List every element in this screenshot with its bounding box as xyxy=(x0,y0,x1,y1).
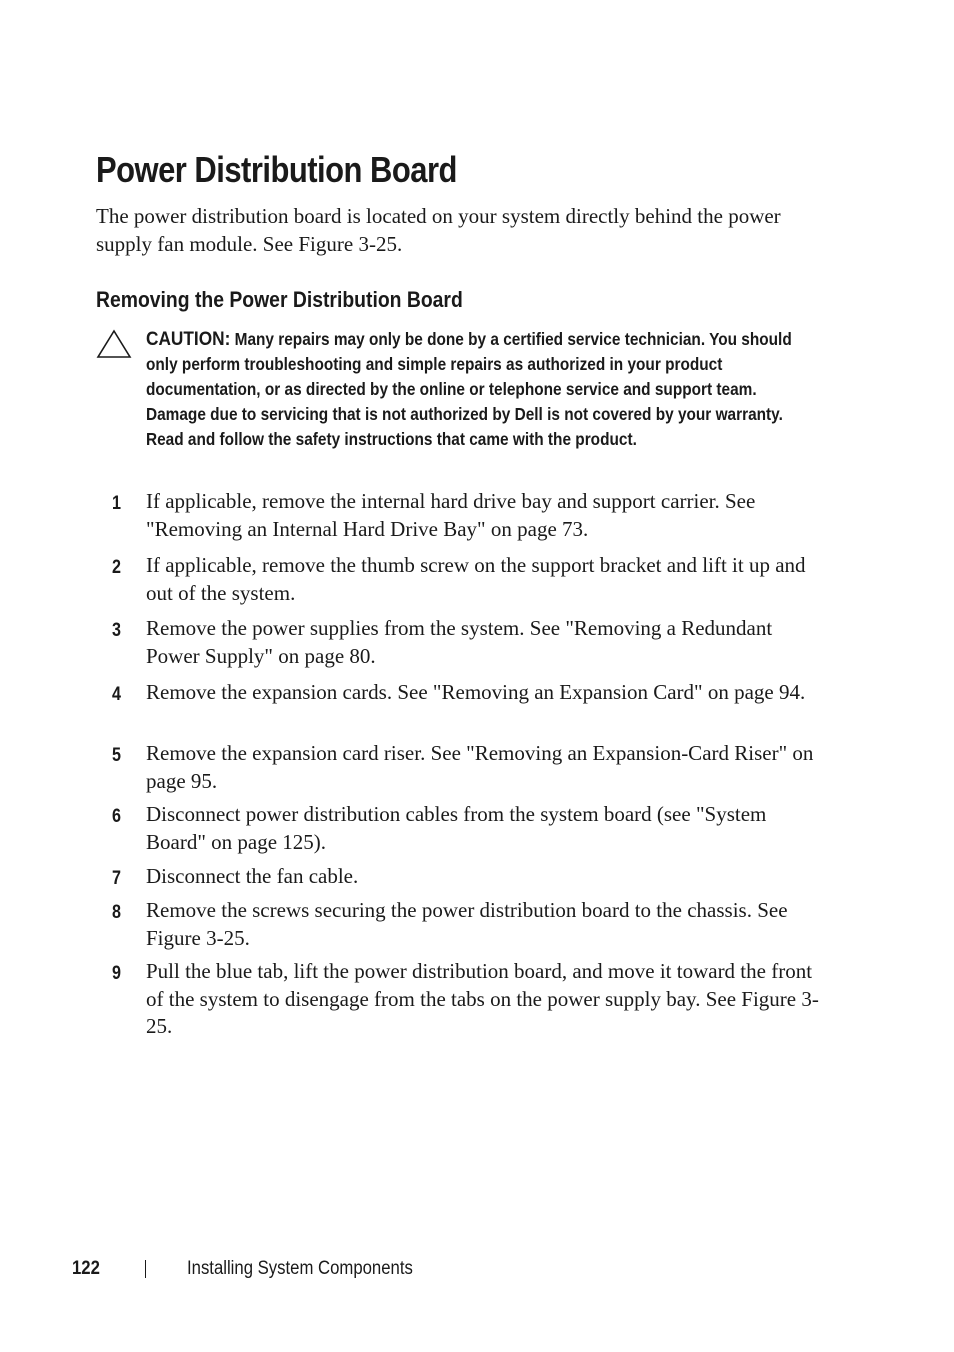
step-text: Disconnect the fan cable. xyxy=(146,864,359,888)
step-text: Pull the blue tab, lift the power distribution board, and move it toward the front of the system to disengage from the tabs on the power supply bay. See Figure 3-25. xyxy=(146,959,819,1038)
step-text: Disconnect power distribution cables from the system board (see "System Board" on page 125). xyxy=(146,802,767,854)
step-number: 7 xyxy=(112,868,121,889)
caution-label: CAUTION: xyxy=(146,328,231,350)
step-number: 6 xyxy=(112,806,121,827)
step-text: Remove the expansion cards. See "Removing an Expansion Card" on page 94. xyxy=(146,680,806,704)
footer-chapter-title: Installing System Components xyxy=(187,1258,413,1279)
intro-paragraph: The power distribution board is located on your system directly behind the power supply fan module. See Figure 3-25. xyxy=(96,204,781,256)
page-number: 122 xyxy=(72,1258,100,1279)
step-text: If applicable, remove the internal hard drive bay and support carrier. See "Removing an Internal Hard Drive Bay" on page 73. xyxy=(146,489,756,541)
step-number: 1 xyxy=(112,493,121,514)
footer-divider xyxy=(145,1260,146,1278)
step-text: Remove the expansion card riser. See "Removing an Expansion-Card Riser" on page 95. xyxy=(146,741,814,793)
step-number: 5 xyxy=(112,745,121,766)
step-number: 8 xyxy=(112,902,121,923)
step-number: 4 xyxy=(112,684,121,705)
caution-notice xyxy=(146,327,819,452)
caution-triangle-icon xyxy=(96,329,132,359)
page-title: Power Distribution Board xyxy=(96,149,457,190)
step-number: 3 xyxy=(112,620,121,641)
step-text: If applicable, remove the thumb screw on the support bracket and lift it up and out of the system. xyxy=(146,553,806,605)
caution-text: Many repairs may only be done by a certified service technician. You should only perform troubleshooting and simple repairs as authorized in your product documentation, or as directed by the online or telephone service and support team. Damage due to servicing that is not authorized by Dell is not covered by your warranty. Read and follow the safety instructions that came with the product. xyxy=(146,329,792,449)
section-title: Removing the Power Distribution Board xyxy=(96,287,463,312)
step-text: Remove the power supplies from the system. See "Removing a Redundant Power Supply" on page 80. xyxy=(146,616,773,668)
step-number: 2 xyxy=(112,557,121,578)
step-number: 9 xyxy=(112,963,121,984)
step-text: Remove the screws securing the power distribution board to the chassis. See Figure 3-25. xyxy=(146,898,788,950)
